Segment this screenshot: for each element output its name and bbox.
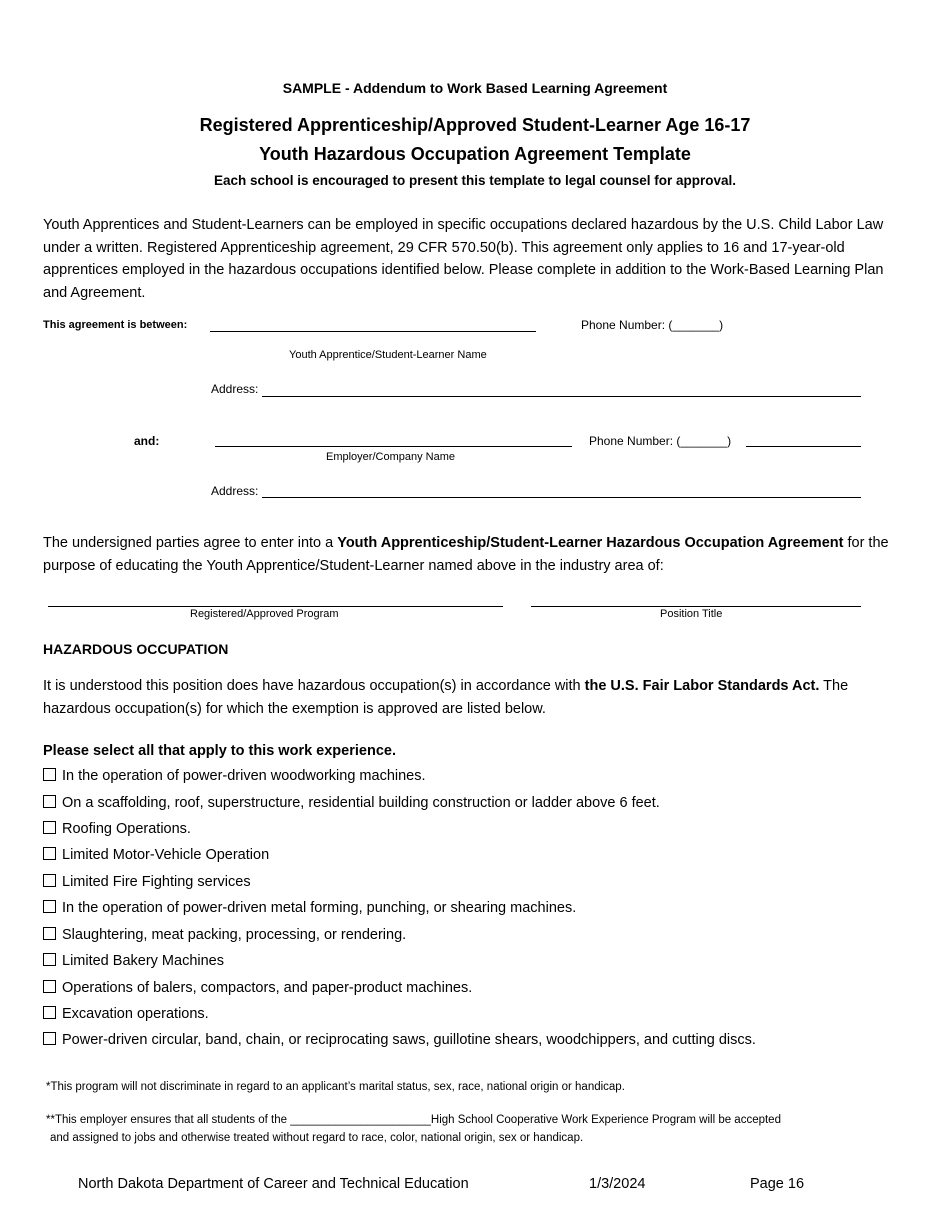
title-line-1: Registered Apprenticeship/Approved Student-Learner Age 16-17 (199, 115, 751, 135)
program-field[interactable] (48, 606, 503, 607)
phone-label-1: Phone Number: (_______) (581, 318, 724, 332)
apprentice-address-field[interactable] (262, 396, 861, 397)
address-label-2: Address: (211, 484, 259, 498)
hazard-option[interactable]: Roofing Operations. (43, 821, 191, 837)
footer-department: North Dakota Department of Career and Technical Education (78, 1176, 469, 1192)
apprentice-caption: Youth Apprentice/Student-Learner Name (289, 349, 487, 361)
hazard-option[interactable]: Slaughtering, meat packing, processing, or rendering. (43, 927, 406, 943)
hazard-option[interactable]: In the operation of power-driven metal forming, punching, or shearing machines. (43, 900, 576, 916)
between-label: This agreement is between: (43, 319, 188, 331)
checkbox[interactable] (43, 900, 56, 913)
employer-address-field[interactable] (262, 497, 861, 498)
checkbox[interactable] (43, 953, 56, 966)
position-field[interactable] (531, 606, 861, 607)
note-2: **This employer ensures that all students of the ______________________High School Cooperative Work Experience Program will be accepted (46, 1114, 781, 1126)
note-2-line-2: and assigned to jobs and otherwise treated without regard to race, color, national origin, sex or handicap. (50, 1132, 584, 1144)
checkbox[interactable] (43, 1006, 56, 1019)
intro-paragraph: Youth Apprentices and Student-Learners can be employed in specific occupations declared hazardous by the U.S. Child Labor Law under a written. Registered Apprenticeship agreement, 29 CFR 570.50(b). This agreement only applies to 16 and 17-year-old apprentices employed in the hazardous occupations identified below. Please complete in addition to the Work-Based Learning Plan and Agreement. (43, 217, 884, 301)
select-heading: Please select all that apply to this work experience. (43, 743, 396, 759)
phone-label-2: Phone Number: (_______) (589, 434, 732, 448)
hazard-option[interactable]: In the operation of power-driven woodworking machines. (43, 768, 426, 784)
school-name-field[interactable]: ______________________ (290, 1114, 431, 1126)
title-line-2: Youth Hazardous Occupation Agreement Template (259, 144, 691, 164)
agreement-paragraph: The undersigned parties agree to enter into a Youth Apprenticeship/Student-Learner Hazardous Occupation Agreement for the purpose of educating the Youth Apprentice/Student-Learner named above in the industry area of: (43, 535, 889, 574)
checkbox[interactable] (43, 768, 56, 781)
hazard-option[interactable]: Excavation operations. (43, 1006, 209, 1022)
checkbox[interactable] (43, 821, 56, 834)
hazard-heading: HAZARDOUS OCCUPATION (43, 641, 229, 657)
sample-title: SAMPLE - Addendum to Work Based Learning Agreement (282, 80, 668, 96)
hazard-option[interactable]: Limited Bakery Machines (43, 953, 224, 969)
checkbox[interactable] (43, 927, 56, 940)
note-1: *This program will not discriminate in regard to an applicant’s marital status, sex, race, national origin or handicap. (46, 1081, 625, 1093)
apprentice-name-field[interactable] (210, 331, 536, 332)
checkbox[interactable] (43, 795, 56, 808)
hazard-option[interactable]: Operations of balers, compactors, and paper-product machines. (43, 980, 472, 996)
checkbox[interactable] (43, 980, 56, 993)
checkbox[interactable] (43, 1032, 56, 1045)
hazard-option[interactable]: Power-driven circular, band, chain, or reciprocating saws, guillotine shears, woodchippers, and cutting discs. (43, 1032, 756, 1048)
employer-caption: Employer/Company Name (326, 451, 455, 463)
footer-page: Page 16 (750, 1176, 805, 1192)
footer-date: 1/3/2024 (589, 1176, 646, 1192)
hazard-option[interactable]: Limited Fire Fighting services (43, 874, 251, 890)
checkbox[interactable] (43, 847, 56, 860)
employer-name-field[interactable] (215, 446, 572, 447)
hazard-option[interactable]: On a scaffolding, roof, superstructure, residential building construction or ladder above 6 feet. (43, 795, 660, 811)
checkbox[interactable] (43, 874, 56, 887)
subtitle: Each school is encouraged to present this template to legal counsel for approval. (213, 173, 737, 188)
hazard-option[interactable]: Limited Motor-Vehicle Operation (43, 847, 269, 863)
position-caption: Position Title (660, 608, 723, 620)
employer-phone-field[interactable] (746, 446, 861, 447)
and-label: and: (134, 434, 160, 448)
address-label-1: Address: (211, 382, 259, 396)
program-caption: Registered/Approved Program (190, 608, 339, 620)
hazard-paragraph: It is understood this position does have hazardous occupation(s) in accordance with the U.S. Fair Labor Standards Act. The hazardous occupation(s) for which the exemption is approved are listed below. (43, 678, 849, 717)
